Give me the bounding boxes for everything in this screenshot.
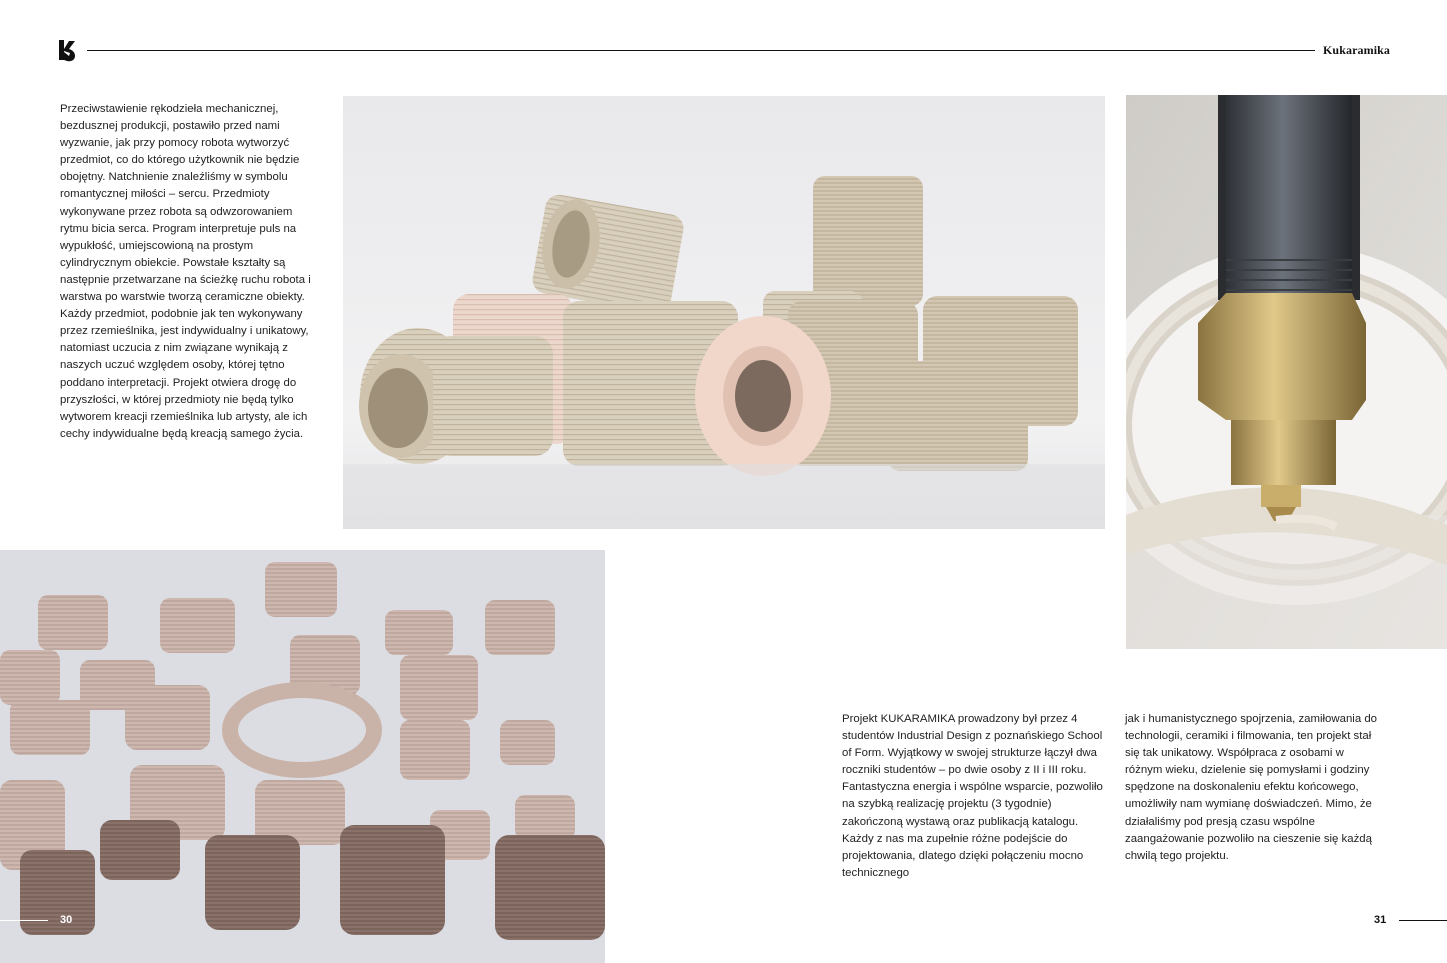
printer-nozzle-photo: [1126, 95, 1447, 649]
page-number-left: 30: [60, 914, 73, 926]
intro-paragraph: Przeciwstawienie rękodzieła mechanicznej, bezdusznej produkcji, postawiło przed nami wyzwanie, jak przy pomocy robota wytworzyć przedmiot, co do którego użytkownik nie będzie obojętny. Natchnienie znaleźliśmy w symbolu romantycznej miłości – sercu. Przedmioty wykonywane przez robota są odwzorowaniem rytmu bicia serca. Program interpretuje puls na wypukłość, umiejscowioną na prostym cylindrycznym obiekcie. Powstałe kształty są następnie przetwarzane na ścieżkę ruchu robota i warstwa po warstwie tworzą ceramiczne obiekty. Każdy przedmiot, podobnie jak ten wykonywany przez rzemieślnika, jest indywidualny i unikatowy, natomiast uczucia z nim związane wynikają z naszych uczuć względem osoby, której tętno poddano interpretacji. Projekt otwiera drogę do przyszłości, w której przedmioty nie będą tylko wytworem kreacji rzemieślnika lub artysty, ale ich cechy indywidualne będą kreacją samego życia.: [60, 103, 311, 440]
project-paragraph-1: Projekt KUKARAMIKA prowadzony był przez 4 studentów Industrial Design z poznańskiego School of Form. Wyjątkowy w swojej strukturze łączył dwa roczniki studentów – po dwie osoby z II i III roku. Fantastyczna energia i wspólne wsparcie, pozwoliło na szybką realizację projektu (3 tygodnie) zakończoną wystawą oraz publikacją katalogu. Każdy z nas ma zupełnie różne podejście do projektowania, dlatego dzięki połączeniu mocno technicznego: [842, 713, 1103, 879]
project-paragraph-2: jak i humanistycznego spojrzenia, zamiłowania do technologii, ceramiki i filmowania, ten projekt stał się tak unikatowy. Współpraca z osobami w różnym wieku, dzielenie się pomysłami i godziny spędzone na doskonaleniu efektu końcowego, umożliwiły nam wymianę doświadczeń. Mimo, że działaliśmy pod presją czasu wspólne zaangażowanie pozwoliło na cieszenie się każdą chwilą tego projektu.: [1125, 713, 1377, 862]
folio-rule-left: [0, 920, 48, 921]
project-text-column-1: [842, 711, 1104, 882]
folio-rule-right: [1399, 920, 1447, 921]
page-number-right: 31: [1374, 914, 1387, 926]
ceramic-cylinders-photo: [343, 96, 1105, 529]
ceramic-rings-photo: [0, 550, 605, 963]
intro-text-block: [60, 101, 312, 443]
magazine-name: Kukaramika: [1323, 43, 1391, 57]
header-rule: [87, 50, 1315, 51]
k-monogram-icon: [58, 38, 76, 62]
project-text-column-2: [1125, 711, 1381, 865]
